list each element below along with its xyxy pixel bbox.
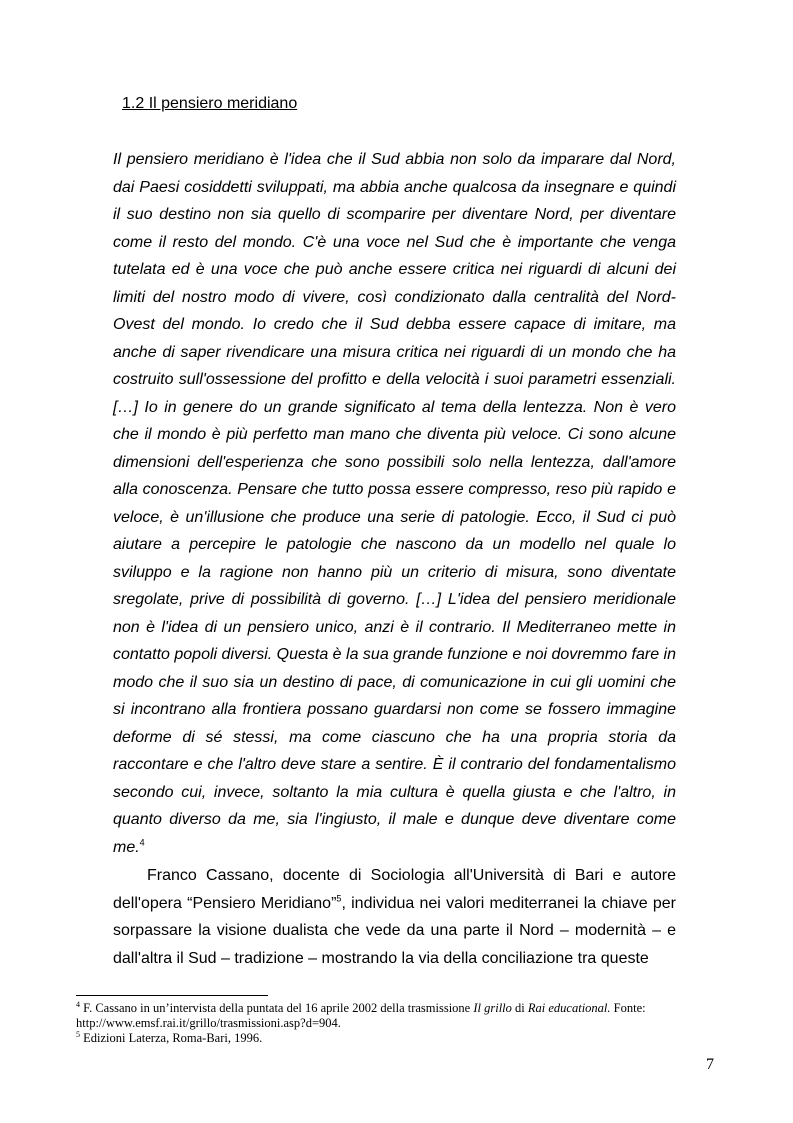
- footnote-4: [76, 1001, 688, 1031]
- main-paragraph-part2: , individua nei valori mediterranei la chiave per sorpassare la visione dualista che vede da una parte il Nord – modernità – e dall'altra il Sud – tradizione – mostrando la via della conciliazione tra queste: [113, 894, 677, 967]
- footnote-separator: [76, 995, 268, 996]
- footnote-text: di: [511, 1001, 528, 1015]
- channel-name: Rai educational.: [527, 1001, 611, 1015]
- main-paragraph-part1: Franco Cassano, docente di Sociologia all'Università di Bari e autore dell'opera “Pensiero Meridiano”: [113, 867, 676, 912]
- footnote-number: 4: [76, 999, 80, 1009]
- cassano-quote: [113, 146, 676, 861]
- section-heading: 1.2 Il pensiero meridiano: [122, 95, 298, 112]
- main-paragraph: [113, 862, 676, 972]
- program-title: Il grillo: [473, 1001, 512, 1015]
- footnote-ref-5[interactable]: 5: [336, 893, 342, 904]
- footnote-text: F. Cassano in un’intervista della puntata del 16 aprile 2002 della trasmissione: [80, 1001, 474, 1015]
- footnote-source: Fonte: http://www.emsf.rai.it/grillo/trasmissioni.asp?d=904.: [76, 1001, 646, 1030]
- footnote-number: 5: [76, 1029, 80, 1039]
- footnote-ref-4[interactable]: 4: [139, 837, 145, 848]
- page-number: 7: [706, 1056, 714, 1073]
- footnotes: [76, 1001, 688, 1046]
- footnote-5: [76, 1031, 688, 1046]
- quote-text: Il pensiero meridiano è l'idea che il Sud abbia non solo da imparare dal Nord, dai Paesi cosiddetti sviluppati, ma abbia anche qualcosa da insegnare e quindi il suo destino non sia quello di scomparire per diventare Nord, per diventare come il resto del mondo. C'è una voce nel Sud che è importante che venga tutelata ed è una voce che può anche essere critica nei riguardi di alcuni dei limiti del nostro modo di vivere, così condizionato dalla centralità del Nord-Ovest del mondo. Io credo che il Sud debba essere capace di imitare, ma anche di saper rivendicare una misura critica nei riguardi di un mondo che ha costruito sull'ossessione del profitto e della velocità i suoi parametri essenziali. […] Io in genere do un grande significato al tema della lentezza. Non è vero che il mondo è più perfetto man mano che diventa più veloce. Ci sono alcune dimensioni dell'esperienza che sono possibili solo nella lentezza, dall'amore alla conoscenza. Pensare che tutto possa essere compresso, reso più rapido e veloce, è un'illusione che produce una serie di patologie. Ecco, il Sud ci può aiutare a percepire le patologie che nascono da un modello nel quale lo sviluppo e la ragione non hanno più un criterio di misura, sono diventate sregolate, prive di possibilità di governo. […] L'idea del pensiero meridionale non è l'idea di un pensiero unico, anzi è il contrario. Il Mediterraneo mette in contatto popoli diversi. Questa è la sua grande funzione e noi dovremmo fare in modo che il suo sia un destino di pace, di comunicazione in cui gli uomini che si incontrano alla frontiera possano guardarsi non come se fossero immagine deforme di sé stessi, ma come ciascuno che ha una propria storia da raccontare e che l'altro deve stare a sentire. È il contrario del fondamentalismo secondo cui, invece, soltanto la mia cultura è quella giusta e che l'altro, in quanto diverso da me, sia l'ingiusto, il male e dunque deve diventare come me.: [113, 151, 676, 856]
- footnote-text: Edizioni Laterza, Roma-Bari, 1996.: [80, 1031, 263, 1045]
